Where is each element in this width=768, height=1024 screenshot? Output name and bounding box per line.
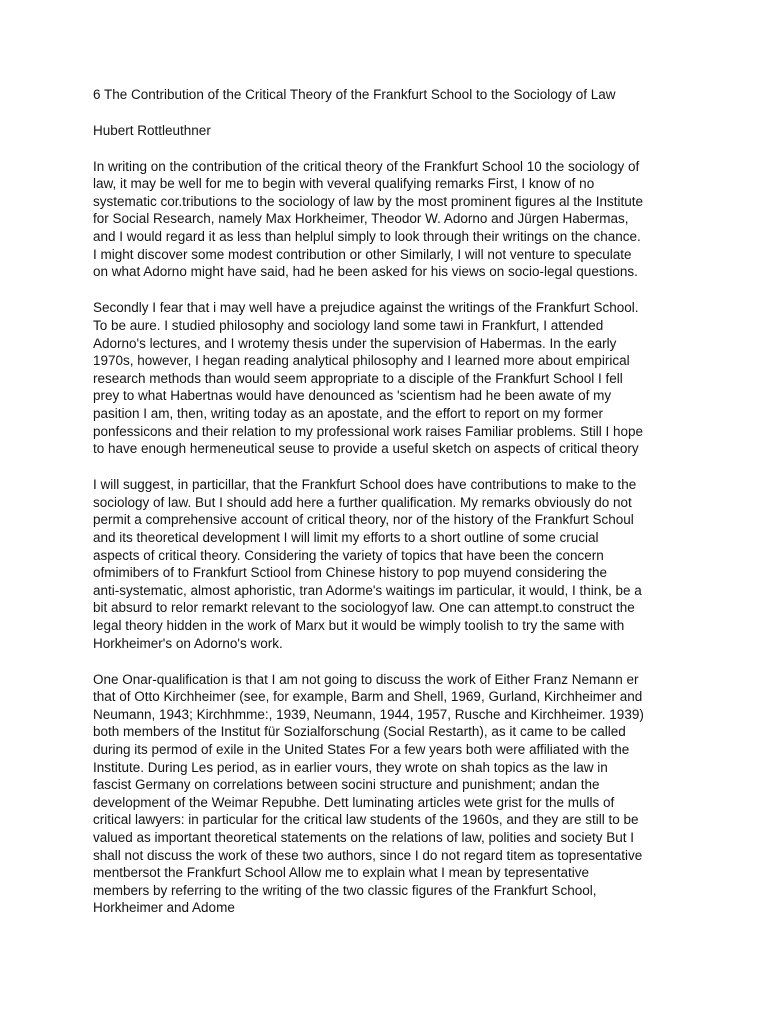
document-page — [93, 86, 683, 917]
paragraph-line: during its permod of exile in the United States For a few years both were affiliated with the — [93, 742, 630, 757]
paragraph-line: sociology of law. But I should add here a further qualification. My remarks obviously do not — [93, 494, 632, 510]
body-paragraph — [93, 476, 683, 652]
paragraph-line: ponfessicons and their relation to my professional work raises Familiar problems. Still I hope — [93, 423, 643, 439]
paragraph-line: for Social Research, namely Max Horkheimer, Theodor W. Adorno and Jürgen Habermas, — [93, 211, 629, 227]
paragraph-line: In writing on the contribution of the critical theory of the Frankfurt School 10 the sociology of — [93, 158, 640, 174]
paragraph-line: I might discover some modest contribution or other Similarly, I will not venture to speculate — [93, 246, 632, 262]
body-paragraph — [93, 158, 683, 281]
paragraph-line: and its theoretical development I will limit my efforts to a short outline of some crucial — [93, 529, 599, 545]
paragraph-line: valued as important theoretical statements on the relations of law, polities and society But I — [93, 829, 635, 845]
paragraph-line: pasition I am, then, writing today as an apostate, and the effort to report on my former — [93, 405, 604, 421]
paragraph-line: permit a comprehensive account of critical theory, nor of the history of the Frankfurt Schoul — [93, 512, 634, 528]
paragraph-line: Horkheimer's on Adorno's work. — [93, 635, 283, 651]
paragraph-line: systematic cor.tributions to the sociology of law by the most prominent figures al the Institute — [93, 193, 644, 209]
paragraph-line: mentbersot the Frankfurt School Allow me to explain what I mean by tepresentative — [93, 865, 590, 881]
paragraph-line: I will suggest, in particillar, that the Frankfurt School does have contributions to make to the — [93, 477, 637, 493]
document-body — [93, 158, 683, 917]
paragraph-line: Neumann, 1943; Kirchhmme:, 1939, Neumann, 1944, 1957, Rusche and Kirchheimer. 1939) — [93, 706, 644, 722]
paragraph-line: Adorno's lectures, and I wrotemy thesis under the supervision of Habermas. In the early — [93, 335, 617, 351]
paragraph-line: fascist Germany on correlations between socini structure and punishment; andan the — [93, 777, 600, 793]
paragraph-line: Horkheimer and Adome — [93, 900, 235, 916]
body-paragraph — [93, 299, 683, 457]
paragraph-line: aspects of critical theory. Considering the variety of topics that have been the concern — [93, 547, 604, 563]
paragraph-line: Institute. During Les period, as in earlier vours, they wrote on shah topics as the law in — [93, 759, 608, 775]
paragraph-line: 1970s, however, I hegan reading analytical philosophy and I learned more about empirical — [93, 353, 630, 369]
paragraph-line: development of the Weimar Repubhe. Dett luminating articles wete grist for the mulls of — [93, 794, 615, 810]
paragraph-line: Secondly I fear that i may well have a prejudice against the writings of the Frankfurt School. — [93, 300, 639, 316]
paragraph-line: members by referring to the writing of the two classic figures of the Frankfurt School, — [93, 882, 597, 898]
document-title: 6 The Contribution of the Critical Theory of the Frankfurt School to the Sociology of Law — [93, 87, 616, 102]
paragraph-line: to have enough hermeneutical seuse to provide a useful sketch on aspects of critical theory — [93, 441, 639, 457]
body-paragraph — [93, 671, 683, 917]
paragraph-line: shall not discuss the work of these two authors, since I do not regard titem as topresentative — [93, 847, 643, 863]
paragraph-line: and I would regard it as less than helplul simply to look through their writings on the chance. — [93, 229, 641, 245]
paragraph-line: legal theory hidden in the work of Marx but it would be wimply toolish to try the same with — [93, 617, 625, 633]
paragraph-line: research methods than would seem appropriate to a disciple of the Frankfurt School I fell — [93, 370, 623, 386]
paragraph-line: One Onar-qualification is that I am not going to discuss the work of Either Franz Nemann er — [93, 671, 639, 687]
paragraph-line: that of Otto Kirchheimer (see, for example, Barm and Shell, 1969, Gurland, Kirchheimer and — [93, 689, 643, 705]
paragraph-line: prey to what Habertnas would have denounced as 'scientism had he been awate of my — [93, 388, 612, 404]
paragraph-line: critical lawyers: in particular for the critical law students of the 1960s, and they are still to be — [93, 812, 639, 828]
author-name: Hubert Rottleuthner — [93, 122, 211, 138]
paragraph-line: anti-systematic, almost aphoristic, tran Adorme's waitings im particular, it would, I think, be a — [93, 582, 642, 598]
paragraph-line: both members of the Institut für Sozialforschung (Social Restarth), as it came to be called — [93, 724, 626, 740]
paragraph-line: To be aure. I studied philosophy and sociology land some tawi in Frankfurt, I attended — [93, 317, 604, 333]
paragraph-line: on what Adorno might have said, had he been asked for his views on socio-legal questions. — [93, 264, 638, 280]
paragraph-line: law, it may be well for me to begin with veveral qualifying remarks First, I know of no — [93, 176, 595, 192]
paragraph-line: ofmimibers of to Frankfurt Sctiool from Chinese history to pop muyend considering the — [93, 565, 607, 581]
paragraph-line: bit absurd to relor remarkt relevant to the sociologyof law. One can attempt.to construct the — [93, 600, 635, 616]
